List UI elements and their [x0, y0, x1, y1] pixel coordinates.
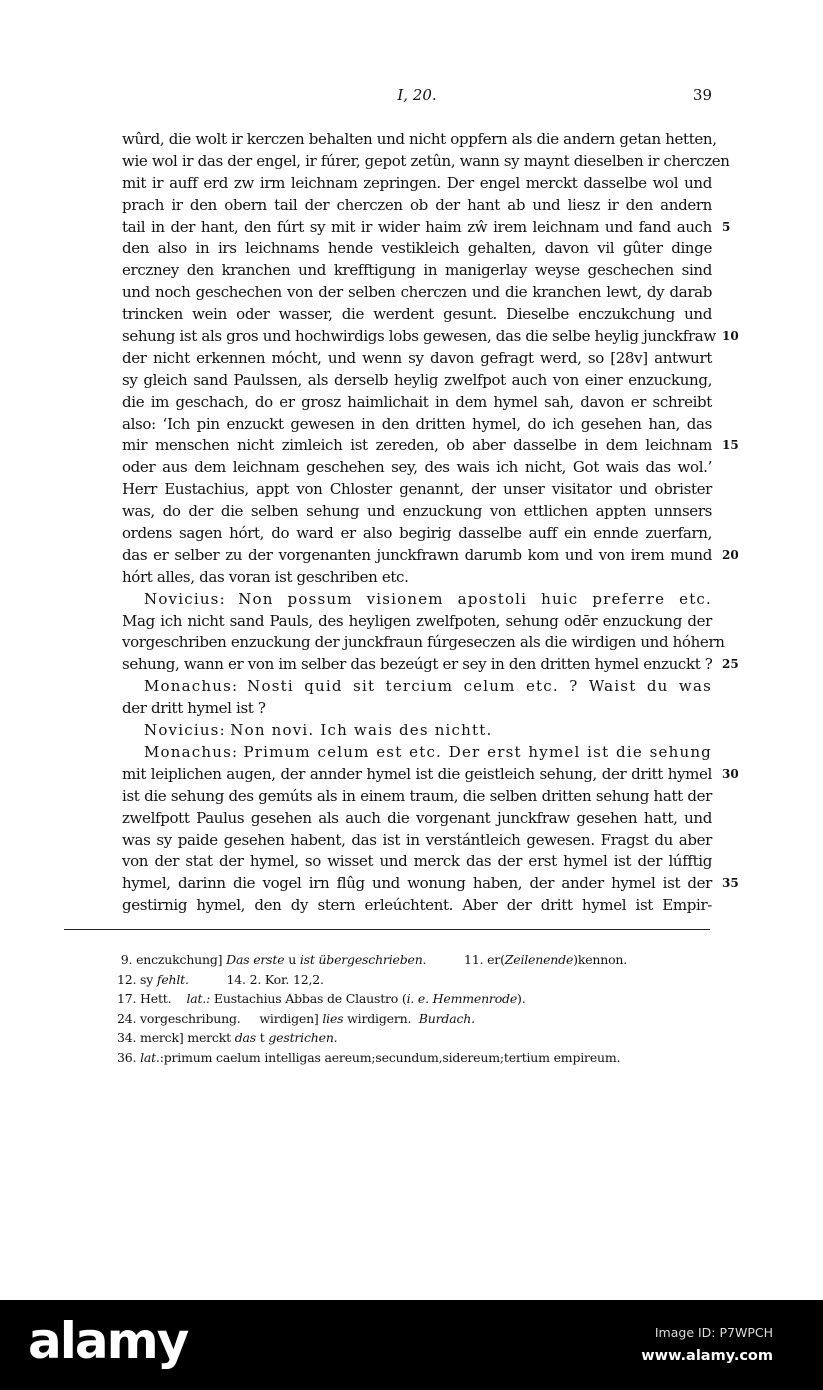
text-line [122, 348, 712, 370]
line-text: wie wol ir das der engel, ir fúrer, gepot zetûn, wann sy maynt dieselben ir cherczen [122, 151, 730, 170]
footnote-segment: t [255, 1030, 269, 1046]
speaker-label: Monachus: [144, 742, 239, 761]
text-line [122, 786, 712, 808]
text-line [122, 808, 712, 830]
footnote-segment: ist übergeschrieben. [299, 952, 427, 967]
text-line [122, 851, 712, 873]
text-line [122, 742, 712, 764]
text-line [122, 217, 731, 239]
line-text [122, 589, 712, 611]
footnote-segment: wirdigern. [343, 1010, 419, 1026]
line-text: mit leiplichen augen, der annder hymel ist die geistleich sehung, der dritt hymel [122, 764, 712, 783]
footnote-segment: fehlt. [156, 971, 189, 987]
line-text: sy gleich sand Paulssen, als derselb heylig zwelfpot auch von einer enzuckung, [122, 370, 712, 389]
line-text: den also in irs leichnams hende vestikleich gehalten, davon vil gûter dinge [122, 239, 712, 258]
text-line [122, 654, 739, 676]
line-text: ist die sehung des gemúts als in einem traum, die selben dritten sehung hatt der [122, 786, 712, 805]
footnote-segment: 9. enczukchung] [117, 952, 227, 967]
text-line [122, 567, 712, 589]
line-text: prach ir den obern tail der cherczen ob der hant ab und liesz ir den andern [122, 195, 712, 214]
footnote-segment: Das erste [226, 952, 285, 967]
footnote-segment: 34. merck] merckt [117, 1030, 235, 1046]
footnote-divider [64, 929, 710, 930]
line-text: und noch geschechen von der selben cherczen und die kranchen lewt, dy darab [122, 283, 712, 302]
footnote [117, 970, 717, 990]
footnote [117, 1028, 717, 1048]
speaker-label: Novicius: [144, 589, 226, 608]
line-text [122, 742, 712, 764]
text-line [122, 632, 725, 654]
footnote-segment: ). [517, 991, 526, 1007]
text-line [122, 720, 712, 742]
line-text: gestirnig hymel, den dy stern erleúchtent. Aber der dritt hymel ist Empir- [122, 896, 712, 915]
text-line [122, 435, 739, 457]
speaker-text: Nosti quid sit tercium celum etc. ? Waist du was [247, 677, 712, 696]
text-line [122, 698, 712, 720]
page-number: 39 [692, 86, 712, 104]
line-number: 15 [722, 438, 739, 453]
line-number: 30 [722, 766, 739, 781]
speaker-text: Non novi. Ich wais des nichtt. [230, 721, 493, 740]
speaker-text: Non possum visionem apostoli huic preferre etc. [238, 589, 712, 608]
footnote-segment: i. e. Hemmenrode [406, 991, 518, 1007]
running-header [122, 86, 712, 108]
text-line [122, 414, 712, 436]
line-text: zwelfpott Paulus gesehen als auch die vorgenant junckfraw gesehen hatt, und [122, 808, 712, 827]
text-line [122, 304, 712, 326]
text-line [122, 392, 712, 414]
footnote-segment: 12. sy [117, 971, 157, 987]
footnote-segment: u [284, 952, 300, 967]
line-text: mir menschen nicht zimleich ist zereden, ob aber dasselbe in dem leichnam [122, 436, 712, 455]
text-line [122, 764, 739, 786]
line-text: mit ir auff erd zw irm leichnam zepringen. Der engel merckt dasselbe wol und [122, 173, 712, 192]
line-text: vorgeschriben enzuckung der junckfraun fúrgeseczen als die wirdigen und hóhern [122, 633, 725, 652]
line-text: Mag ich nicht sand Pauls, des heyligen zwelfpoten, sehung odēr enzuckung der [122, 611, 712, 630]
section-title: I, 20. [397, 86, 437, 104]
text-line [122, 260, 712, 282]
main-text [122, 129, 739, 917]
line-text: wûrd, die wolt ir kerczen behalten und nicht oppfern als die andern getan hetten, [122, 130, 717, 148]
line-text: ordens sagen hórt, do ward er also begirig dasselbe auff ein ennde zuerfarn, [122, 524, 712, 543]
line-number: 20 [722, 547, 739, 562]
text-line [122, 873, 739, 895]
footnote-segment: Zeilenende [504, 952, 574, 967]
text-line [122, 195, 712, 217]
text-line [122, 151, 730, 173]
text-line [122, 326, 739, 348]
footnote [117, 1048, 717, 1068]
line-text: trincken wein oder wasser, die werdent gesunt. Dieselbe enczukchung und [122, 305, 712, 324]
footnote-segment: 36. [117, 1049, 141, 1065]
line-text: das er selber zu der vorgenanten junckfrawn darumb kom und von irem mund [122, 545, 712, 564]
text-line [122, 589, 712, 611]
line-number: 35 [722, 876, 739, 891]
footnotes [117, 950, 717, 1068]
footnote-segment: das [234, 1030, 256, 1046]
footnote [117, 1009, 717, 1029]
line-text: was sy paide gesehen habent, das ist in verstántleich gewesen. Fragst du aber [122, 830, 712, 849]
footnote [117, 989, 717, 1009]
footnote-segment: lat.: [186, 991, 211, 1007]
line-number: 10 [722, 329, 739, 344]
text-line [122, 173, 712, 195]
line-text: der nicht erkennen mócht, und wenn sy davon gefragt werd, so [28v] antwurt [122, 348, 712, 367]
line-text: sehung, wann er von im selber das bezeúgt er sey in den dritten hymel enzuckt ? [122, 655, 713, 674]
footnote-segment: )kennon. [573, 952, 628, 967]
text-line [122, 523, 712, 545]
line-number: 25 [722, 657, 739, 672]
footnote-segment: lat. [140, 1049, 160, 1065]
line-text: erczney den kranchen und krefftigung in manigerlay weyse geschechen sind [122, 261, 712, 280]
site-url: www.alamy.com [641, 1348, 773, 1364]
line-text: sehung ist als gros und hochwirdigs lobs gewesen, das die selbe heylig junckfraw [122, 327, 716, 346]
speaker-label: Novicius: [144, 721, 226, 740]
text-line [122, 545, 739, 567]
footnote-segment: Burdach. [418, 1010, 475, 1026]
line-text [122, 676, 712, 698]
text-line [122, 676, 712, 698]
text-line [122, 611, 712, 633]
line-text: die im geschach, do er grosz haimlichait in dem hymel sah, davon er schreibt [122, 392, 712, 411]
footnote-segment: 11. er( [426, 952, 505, 967]
watermark-banner [0, 1300, 823, 1390]
line-text: hórt alles, das voran ist geschriben etc. [122, 567, 409, 586]
text-line [122, 830, 712, 852]
line-text [122, 720, 712, 742]
line-text: der dritt hymel ist ? [122, 699, 266, 718]
text-line [122, 238, 712, 260]
footnote-segment: 14. 2. Kor. 12,2. [188, 971, 324, 987]
line-text: hymel, darinn die vogel irn flûg und wonung haben, der ander hymel ist der [122, 874, 712, 893]
footnote-segment: lies [322, 1010, 344, 1026]
speaker-label: Monachus: [144, 677, 239, 696]
footnote-segment: gestrichen. [268, 1030, 338, 1046]
line-text: oder aus dem leichnam geschehen sey, des wais ich nicht, Got wais das wol.’ [122, 458, 712, 477]
text-line [122, 479, 712, 501]
line-text: von der stat der hymel, so wisset und merck das der erst hymel ist der lúfftig [122, 852, 712, 871]
line-text: Herr Eustachius, appt von Chloster genannt, der unser visitator und obrister [122, 480, 712, 499]
footnote-segment: 17. Hett. [117, 991, 187, 1007]
footnote-segment: :primum caelum intelligas aereum;secundum,sidereum;tertium empireum. [159, 1049, 621, 1065]
image-id: Image ID: P7WPCH [654, 1325, 773, 1340]
line-text: tail in der hant, den fúrt sy mit ir wider haim zŵ irem leichnam und fand auch [122, 217, 712, 236]
text-line [122, 895, 712, 917]
line-number: 5 [722, 219, 731, 234]
footnote-segment: Eustachius Abbas de Claustro ( [210, 991, 407, 1007]
speaker-text: Primum celum est etc. Der erst hymel ist die sehung [243, 742, 712, 761]
line-text: also: ‘Ich pin enzuckt gewesen in den dritten hymel, do ich gesehen han, das [122, 414, 712, 433]
line-text: was, do der die selben sehung und enzuckung von ettlichen appten unnsers [122, 502, 712, 521]
alamy-logo: alamy [28, 1312, 188, 1370]
text-line [122, 457, 712, 479]
footnote-segment: 24. vorgeschribung. wirdigen] [117, 1010, 323, 1026]
text-line [122, 501, 712, 523]
text-line [122, 282, 712, 304]
footnote [117, 950, 717, 970]
text-line [122, 370, 712, 392]
text-line [122, 129, 717, 151]
